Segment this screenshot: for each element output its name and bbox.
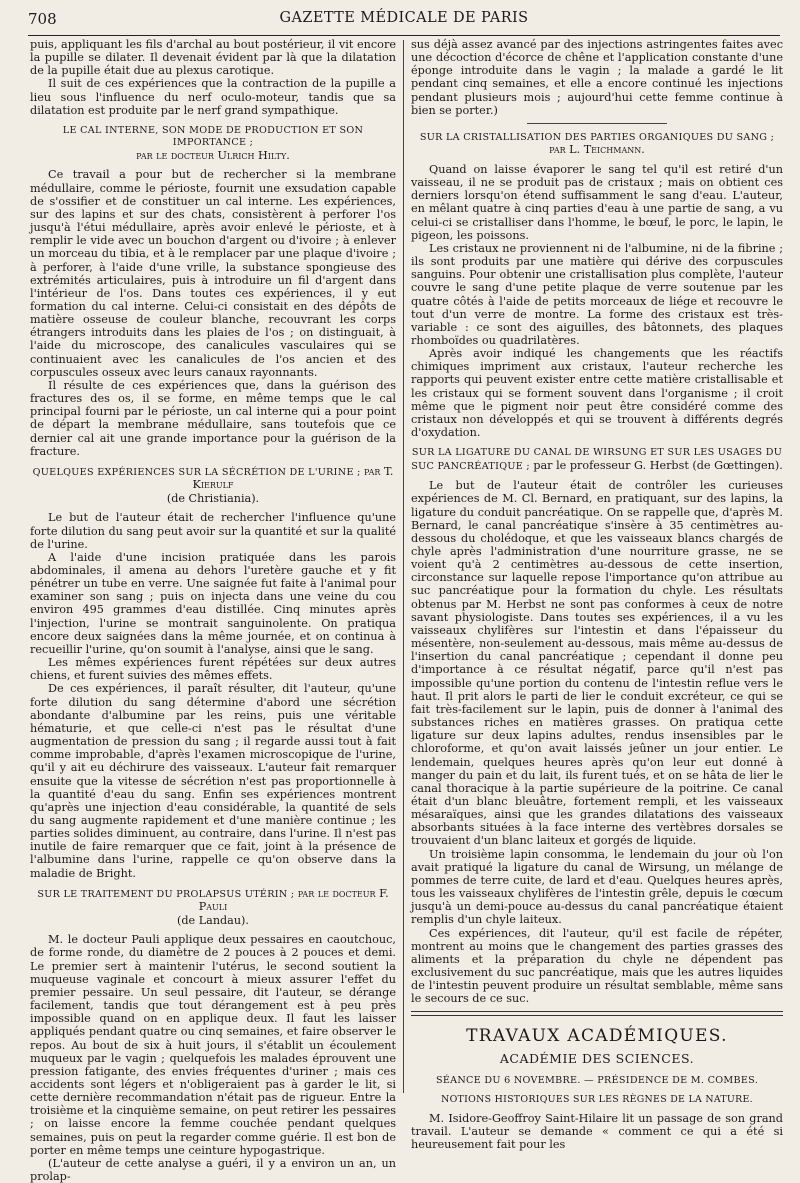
- article-title: SUR LA LIGATURE DU CANAL DE WIRSUNG ET SUR LES USAGES DU SUC PANCRÉATIQUE ;: [411, 447, 783, 472]
- article-paragraph: (L'auteur de cette analyse a guéri, il y a environ un an, un prolap-: [30, 1156, 396, 1183]
- article-paragraph: Ces expériences, dit l'auteur, qu'il est facile de répéter, montrent au moins que le changement des parties grasses des aliments et la préparation du chyle ne dépendent pas exclusivement du suc pancréatique, mais que les autres liquides de l'intestin peuvent produire un résultat semblable, même sans le secours de ce suc.: [411, 926, 783, 1006]
- article-paragraph: Ce travail a pour but de rechercher si la membrane médullaire, comme le périoste, fournit une exsudation capable de s'ossifier et de constituer un cal interne. Les expériences, sur des lapins et sur des chats, consistèrent à perforer l'os jusqu'à l'étui médullaire, après avoir enlevé le périoste, et à remplir le vide avec un bouchon d'argent ou d'ivoire ; à enlever un morceau du tibia, et à le remplacer par une plaque d'ivoire ; à perforer, à l'aide d'une vrille, la substance spongieuse des extrémités articulaires, puis à introduire un fil d'argent dans l'intérieur de l'os. Dans toutes ces expériences, il y eut formation du cal interne. Celui-ci consistait en des dépôts de matière osseuse de couleur blanche, recouvrant les corps étrangers introduits dans les plaies de l'os ; on distinguait, à l'aide du microscope, des canalicules vasculaires qui se continuaient avec les canalicules de l'os ancien et des corpuscules osseux avec leurs canaux rayonnants.: [30, 168, 396, 379]
- article-author: par T. Kierulf: [192, 464, 394, 492]
- intro-paragraph: Il suit de ces expériences que la contraction de la pupille a lieu sous l'influence du nerf oculo-moteur, tandis que sa dilatation est produite par le nerf grand sympathique.: [30, 77, 396, 117]
- notions-heading: NOTIONS HISTORIQUES SUR LES RÈGNES DE LA NATURE.: [441, 1093, 753, 1105]
- session-line: SÉANCE DU 6 NOVEMBRE. — PRÉSIDENCE DE M. COMBES.: [435, 1074, 759, 1086]
- article-paragraph: M. Isidore-Geoffroy Saint-Hilaire lit un passage de son grand travail. L'auteur se demande « comment ce qui a été si heureusement fait pour les: [411, 1111, 783, 1152]
- article-title: SUR LE TRAITEMENT DU PROLAPSUS UTÉRIN ;: [37, 888, 295, 900]
- section-subtitle: ACADÉMIE DES SCIENCES.: [499, 1051, 695, 1067]
- header-rule: [28, 35, 780, 36]
- left-column: [30, 38, 396, 1183]
- separator-rule: [527, 123, 667, 124]
- article-paragraph: Quand on laisse évaporer le sang tel qu'il est retiré d'un vaisseau, il ne se produit pas de cristaux ; mais on obtient ces derniers lorsqu'on étend suffisamment le sang d'eau. L'auteur, en mêlant quatre à cinq parties d'eau à une partie de sang, a vu celui-ci se cristalliser dans l'homme, le bœuf, le porc, le lapin, le pigeon, les poissons.: [411, 162, 783, 242]
- journal-title: GAZETTE MÉDICALE DE PARIS: [279, 10, 529, 26]
- article-paragraph: Les cristaux ne proviennent ni de l'albumine, ni de la fibrine ; ils sont produits par une matière qui dérive des corpuscules sanguins. Pour obtenir une cristallisation plus complète, l'auteur couvre le sang d'une petite plaque de verre soutenue par les quatre côtés à l'aide de petits morceaux de liége et recouvre le tout d'un verre de montre. La forme des cristaux est très-variable : ce sont des aiguilles, des bâtonnets, des plaques rhomboïdes ou quadrilatères.: [411, 241, 783, 347]
- article-author: par le professeur G. Herbst (de Gœttingen).: [533, 458, 783, 472]
- continuation-paragraph: sus déjà assez avancé par des injections astringentes faites avec une décoction d'écorce de chêne et l'application constante d'une éponge introduite dans le vagin ; la malade a gardé le lit pendant cinq semaines, et elle a encore continué les injections pendant plusieurs mois ; aujourd'hui cette femme continue à bien se porter.): [411, 38, 783, 117]
- article-author: par L. Teichmann.: [549, 143, 645, 157]
- article-heading: [30, 466, 396, 506]
- article-heading: [30, 125, 396, 163]
- article-author: par le docteur F. Pauli: [198, 886, 389, 914]
- article-paragraph: Le but de l'auteur était de rechercher l'influence qu'une forte dilution du sang peut avoir sur la quantité et sur la qualité de l'urine.: [30, 511, 396, 551]
- section-title: TRAVAUX ACADÉMIQUES.: [466, 1026, 728, 1047]
- article-heading: [411, 132, 783, 157]
- article-paragraph: Après avoir indiqué les changements que les réactifs chimiques impriment aux cristaux, l'auteur recherche les rapports qui peuvent exister entre cette matière cristallisable et les cristaux qui se forment souvent dans l'organisme ; il croit même que le pigment noir peut être considéré comme des cristaux non développés et qui se trouvent à différents degrés d'oxydation.: [411, 347, 783, 440]
- column-divider: [403, 40, 404, 1093]
- article-title: SUR LA CRISTALLISATION DES PARTIES ORGANIQUES DU SANG ;: [419, 131, 775, 143]
- article-location: (de Christiania).: [166, 491, 260, 505]
- article-paragraph: De ces expériences, il paraît résulter, dit l'auteur, qu'une forte dilution du sang détermine d'abord une sécrétion abondante d'albumine par les reins, puis une véritable hématurie, et que celle-ci n'est pas le résultat d'une augmentation de pression du sang ; il regarde aussi tout à fait comme improbable, d'après l'examen microscopique de l'urine, qu'il y ait eu déchirure des vaisseaux. L'auteur fait remarquer ensuite que la vitesse de sécrétion n'est pas proportionnelle à la quantité d'eau du sang. Enfin ses expériences montrent qu'après une injection d'eau considérable, la quantité de sels du sang augmente rapidement et d'une manière continue ; les parties solides diminuent, au contraire, dans l'urine. Il n'est pas inutile de faire remarquer que ce fait, joint à la présence de l'albumine dans l'urine, rappelle ce qu'on observe dans la maladie de Bright.: [30, 682, 396, 880]
- article-paragraph: Un troisième lapin consomma, le lendemain du jour où l'on avait pratiqué la ligature du canal de Wirsung, un mélange de pommes de terre cuite, de lard et d'eau. Quelques heures après, tous les vaisseaux chylifères de l'intestin grêle, depuis le cœcum jusqu'à un demi-pouce au-dessus du canal pancréatique étaient remplis d'un chyle laiteux.: [411, 847, 783, 927]
- article-heading: [411, 447, 783, 473]
- article-title: LE CAL INTERNE, SON MODE DE PRODUCTION ET SON IMPORTANCE ;: [62, 124, 364, 149]
- article-title: QUELQUES EXPÉRIENCES SUR LA SÉCRÉTION DE L'URINE ;: [32, 466, 361, 478]
- article-paragraph: A l'aide d'une incision pratiquée dans les parois abdominales, il amena au dehors l'uretère gauche et y fit pénétrer un tube en verre. Une saignée fut faite à l'animal pour examiner son sang ; puis on injecta dans une veine du cou environ 495 grammes d'eau distillée. Cinq minutes après l'injection, l'urine se montrait sanguinolente. On pratiqua encore deux saignées dans la même journée, et on continua à recueillir l'urine, qu'on soumit à l'analyse, ainsi que le sang.: [30, 550, 396, 656]
- article-paragraph: M. le docteur Pauli applique deux pessaires en caoutchouc, de forme ronde, du diamètre de 2 pouces à 2 pouces et demi. Le premier sert à maintenir l'utérus, le second soutient la muqueuse vaginale et concourt à mieux assurer l'effet du premier pessaire. Un seul pessaire, dit l'auteur, se dérange facilement, tandis que tout dérangement est à peu près impossible quand on en applique deux. Il faut les laisser appliqués pendant quatre ou cinq semaines, et faire observer le repos. Au bout de six à huit jours, il s'établit un écoulement muqueux par le vagin ; quelquefois les malades éprouvent une pression fatigante, des envies fréquentes d'uriner ; mais ces accidents sont légers et n'obligeraient pas à garder le lit, si cette dernière recommandation n'était pas de rigueur. Entre la troisième et la cinquième semaine, on peut retirer les pessaires ; on laisse encore la femme couchée pendant quelques semaines, puis on peut la regarder comme guérie. Il est bon de porter en même temps une ceinture hypogastrique.: [30, 933, 396, 1157]
- article-paragraph: Les mêmes expériences furent répétées sur deux autres chiens, et furent suivies des mêmes effets.: [30, 656, 396, 683]
- page-number: 708: [28, 10, 57, 28]
- article-location: (de Landau).: [177, 913, 249, 927]
- article-paragraph: Le but de l'auteur était de contrôler les curieuses expériences de M. Cl. Bernard, en pratiquant, sur des lapins, la ligature du conduit pancréatique. On se rappelle que, d'après M. Bernard, le canal pancréatique s'insère à 35 centimètres au-dessous du cholédoque, et que les vaisseaux blancs chargés de chyle après l'administration d'une nourriture grasse, ne se voient qu'à 2 centimètres au-dessous de cette insertion, circonstance sur laquelle repose l'importance qu'on attribue au suc pancréatique pour la formation du chyle. Les résultats obtenus par M. Herbst ne sont pas conformes à ceux de notre savant physiologiste. Dans toutes ses expériences, il a vu les vaisseaux chylifères sur l'intestin et dans l'épaisseur du mésentère, non-seulement au-dessous, mais même au-dessus de l'insertion du canal pancréatique ; cependant il donne peu d'importance à ce résultat négatif, parce qu'il n'est pas impossible qu'une portion du contenu de l'intestin reflue vers le haut. Il prit alors le parti de lier le conduit excréteur, ce qui se fait très-facilement sur le lapin, puis de donner à l'animal des substances riches en matières grasses. On pratiqua cette ligature sur deux lapins adultes, rendus insensibles par le chloroforme, et qu'on avait laissés jeûner un jour entier. Le lendemain, quelques heures après qu'on leur eut donné à manger du pain et du lait, ils furent tués, et on se hâta de lier le canal thoracique à la partie supérieure de la poitrine. Ce canal était d'un blanc bleuâtre, fortement rempli, et les vaisseaux mésaraïques, ainsi que les grandes dilatations des vaisseaux absorbants situées à la face interne des vertèbres dorsales se trouvaient d'un blanc laiteux et gorgés de liquide.: [411, 479, 783, 848]
- intro-paragraph: puis, appliquant les fils d'archal au bout postérieur, il vit encore la pupille se dilater. Il devenait évident par là que la dilatation de la pupille était due au plexus carotique.: [30, 38, 396, 78]
- article-paragraph: Il résulte de ces expériences que, dans la guérison des fractures des os, il se forme, en même temps que le cal principal fourni par le périoste, un cal interne qui a pour point de départ la membrane médullaire, sans toutefois que ce dernier cal ait une grande importance pour la guérison de la fracture.: [30, 378, 396, 458]
- article-author: par le docteur Ulrich Hilty.: [136, 148, 290, 162]
- page-header: [28, 8, 780, 32]
- section-divider: [411, 1011, 783, 1016]
- article-heading: [30, 888, 396, 928]
- right-column: [411, 38, 783, 1152]
